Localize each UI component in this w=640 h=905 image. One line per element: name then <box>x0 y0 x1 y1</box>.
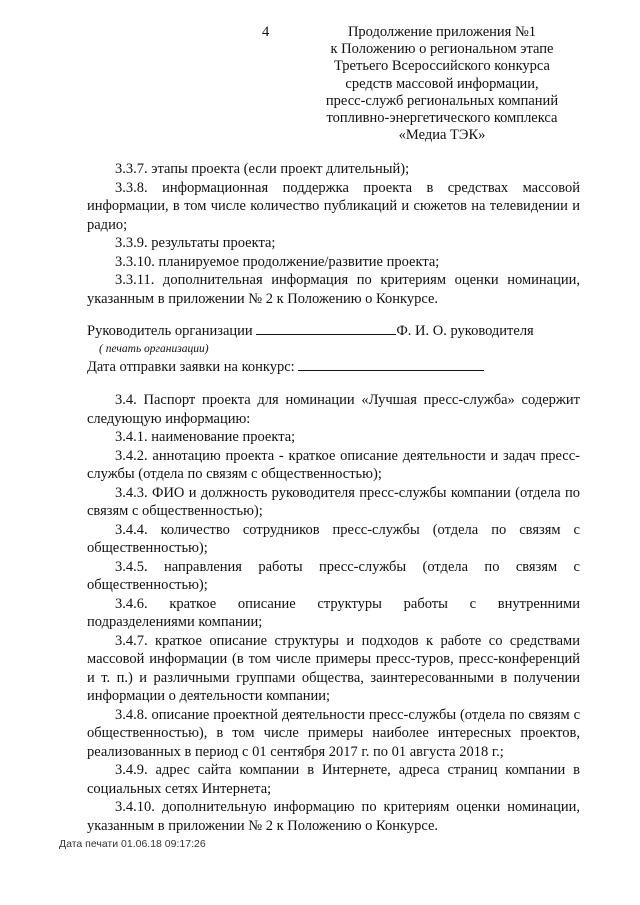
print-date-footer: Дата печати 01.06.18 09:17:26 <box>59 838 206 850</box>
list-item: 3.3.8. информационная поддержка проекта в средствах массовой информации, в том числе количество публикаций и сюжетов на телевидении и радио; <box>87 179 580 233</box>
list-item: 3.4.7. краткое описание структуры и подходов к работе со средствами массовой информации (в том числе примеры пресс-туров, пресс-конференций и т. п.) и различными группами общества, заинтересованными в получении информации о деятельности компании; <box>87 632 580 704</box>
list-item: 3.3.10. планируемое продолжение/развитие проекта; <box>115 253 440 270</box>
header-line: к Положению о региональном этапе <box>330 41 554 58</box>
list-item: 3.3.11. дополнительная информация по критериям оценки номинации, указанным в приложении № 2 к Положению о Конкурсе. <box>87 272 580 307</box>
head-signature-row <box>87 322 580 340</box>
list-item: 3.4.3. ФИО и должность руководителя пресс-службы компании (отдела по связям с общественностью); <box>87 484 580 519</box>
section-3-3-list <box>87 160 580 308</box>
list-item: 3.4.4. количество сотрудников пресс-службы (отдела по связям с общественностью); <box>87 521 580 556</box>
list-item: 3.4.1. наименование проекта; <box>115 429 296 445</box>
list-item: 3.4.8. описание проектной деятельности пресс-службы (отдела по связям с общественностью), в том числе примеры наиболее интересных проектов, реализованных в период с 01 сентября 2017 г. по 01 августа 2018 г.; <box>87 706 580 760</box>
list-item: 3.4.2. аннотацию проекта - краткое описание деятельности и задач пресс-службы (отдела по связям с общественностью); <box>87 447 580 482</box>
date-line <box>298 358 484 371</box>
date-row <box>87 358 580 376</box>
header-line: «Медиа ТЭК» <box>398 127 486 144</box>
list-item: 3.4.10. дополнительную информацию по критериям оценки номинации, указанным в приложении № 2 к Положению о Конкурсе. <box>87 799 580 834</box>
list-item: 3.3.9. результаты проекта; <box>115 235 276 251</box>
appendix-header <box>300 24 584 144</box>
page-number: 4 <box>262 24 270 40</box>
signature-line <box>256 322 396 335</box>
head-name: Ф. И. О. руководителя <box>396 323 534 339</box>
list-item: 3.4.9. адрес сайта компании в Интернете, адреса страниц компании в социальных сетях Интернета; <box>87 762 580 797</box>
list-item: 3.4.5. направления работы пресс-службы (отдела по связям с общественностью); <box>87 558 580 593</box>
date-label: Дата отправки заявки на конкурс: <box>87 359 295 375</box>
signature-block <box>87 322 580 376</box>
list-item: 3.3.7. этапы проекта (если проект длительный); <box>115 161 410 177</box>
header-line: топливно-энергетического комплекса <box>326 110 558 127</box>
header-line: пресс-служб региональных компаний <box>325 92 559 109</box>
section-3-4-list <box>87 391 580 835</box>
header-line: Продолжение приложения №1 <box>347 24 537 40</box>
header-line: средств массовой информации, <box>345 75 539 92</box>
list-item: 3.4. Паспорт проекта для номинации «Лучшая пресс-служба» содержит следующую информацию: <box>87 392 580 427</box>
head-label: Руководитель организации <box>87 323 253 339</box>
header-line: Третьего Всероссийского конкурса <box>334 58 550 75</box>
stamp-note: ( печать организации) <box>99 343 209 355</box>
list-item: 3.4.6. краткое описание структуры работы с внутренними подразделениями компании; <box>87 595 580 630</box>
